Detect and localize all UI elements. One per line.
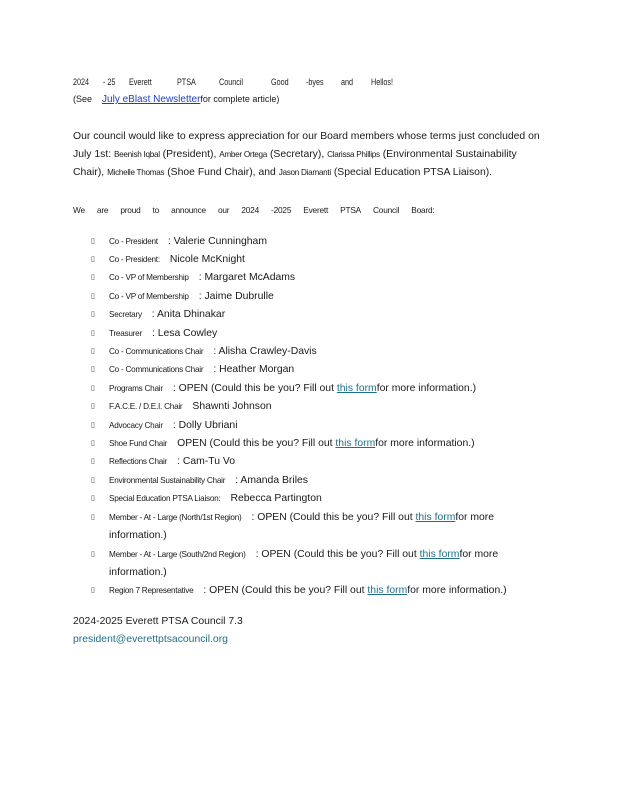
board-list-item xyxy=(73,325,549,343)
former-member-name: Jason Diamanti xyxy=(278,168,331,178)
bullet-icon: ▯ xyxy=(91,256,95,264)
appreciation-text: (Environmental Sustainability Chair), xyxy=(73,149,517,179)
board-role: Co - VP of Membership xyxy=(109,273,189,283)
board-note: for more information.) xyxy=(109,511,495,542)
board-role: Co - VP of Membership xyxy=(109,291,189,301)
board-role: Shoe Fund Chair xyxy=(109,439,168,449)
board-role: Member - At - Large (North/1st Region) xyxy=(109,512,242,522)
volunteer-form-link[interactable]: this form xyxy=(415,511,456,523)
board-list-item xyxy=(73,380,549,398)
board-role: Programs Chair xyxy=(109,383,163,393)
bullet-icon: ▯ xyxy=(91,476,95,484)
document-footer xyxy=(73,613,553,649)
board-role: Secretary xyxy=(109,310,142,320)
board-list xyxy=(73,233,553,601)
appreciation-paragraph xyxy=(73,128,543,183)
board-member: OPEN (Could this be you? Fill out xyxy=(177,438,333,450)
volunteer-form-link[interactable]: this form xyxy=(336,382,377,394)
bullet-icon: ▯ xyxy=(91,587,95,595)
bullet-icon: ▯ xyxy=(91,421,95,429)
bullet-icon: ▯ xyxy=(91,329,95,337)
board-member: : Cam-Tu Vo xyxy=(177,456,236,468)
bullet-icon: ▯ xyxy=(91,403,95,411)
announce-word: We xyxy=(73,204,85,215)
board-role: F.A.C.E. / D.E.I. Chair xyxy=(109,402,183,412)
board-member: : OPEN (Could this be you? Fill out xyxy=(203,585,365,597)
announce-word: announce xyxy=(171,204,206,215)
board-list-item xyxy=(73,472,549,490)
bullet-icon: ▯ xyxy=(91,274,95,282)
former-member-name: Amber Ortega xyxy=(219,150,268,160)
board-list-item xyxy=(73,361,549,379)
heading-word: Hellos! xyxy=(370,77,393,87)
board-list-item xyxy=(73,269,549,287)
bullet-icon: ▯ xyxy=(91,348,95,356)
newsletter-reference xyxy=(73,90,553,108)
board-role: Co - Communications Chair xyxy=(109,347,204,357)
heading-word: Good xyxy=(271,77,289,87)
board-role: Co - President xyxy=(109,236,158,246)
bullet-icon: ▯ xyxy=(91,311,95,319)
announce-word: Board: xyxy=(411,204,435,215)
board-list-item xyxy=(73,417,549,435)
bullet-icon: ▯ xyxy=(91,495,95,503)
volunteer-form-link[interactable]: this form xyxy=(335,438,376,450)
former-member-name: Beenish Iqbal xyxy=(114,150,160,160)
board-member: Nicole McKnight xyxy=(169,254,245,266)
bullet-icon: ▯ xyxy=(91,550,95,558)
announce-word: are xyxy=(96,204,109,215)
board-member: : Amanda Briles xyxy=(235,474,308,486)
board-list-item xyxy=(73,546,549,583)
board-member: : Jaime Dubrulle xyxy=(198,290,274,302)
board-list-item xyxy=(73,306,549,324)
board-note: for more information.) xyxy=(109,548,499,578)
appreciation-text: (Secretary), xyxy=(269,149,325,161)
board-member: Shawnti Johnson xyxy=(192,401,272,413)
board-role: Member - At - Large (South/2nd Region) xyxy=(109,549,246,559)
board-role: Advocacy Chair xyxy=(109,420,163,430)
board-note: for more information.) xyxy=(376,382,477,394)
board-role: Region 7 Representative xyxy=(109,586,194,596)
board-list-item xyxy=(73,251,549,269)
board-role: Treasurer xyxy=(109,328,142,338)
board-role: Co - Communications Chair xyxy=(109,365,204,375)
heading-word: - 25 xyxy=(103,77,116,87)
board-list-item xyxy=(73,288,549,306)
appreciation-text: (Special Education PTSA Liaison). xyxy=(333,167,493,179)
announce-word: -2025 xyxy=(271,204,292,215)
board-role: Environmental Sustainability Chair xyxy=(109,475,226,485)
heading-word: 2024 xyxy=(73,77,90,87)
appreciation-text: (President), xyxy=(162,149,217,161)
heading-word: and xyxy=(341,77,354,87)
board-list-item xyxy=(73,509,549,546)
board-note: for more information.) xyxy=(375,438,475,450)
board-member: Rebecca Partington xyxy=(230,493,322,505)
announce-word: Everett xyxy=(303,204,329,215)
page-heading xyxy=(73,72,553,90)
board-member: : OPEN (Could this be you? Fill out xyxy=(172,382,334,394)
board-member: : Dolly Ubriani xyxy=(172,419,238,431)
board-member: : Alisha Crawley-Davis xyxy=(213,346,317,358)
bullet-icon: ▯ xyxy=(91,237,95,245)
appreciation-text: Our council would like to express appreciation for our Board members whose terms just concluded on July 1st: xyxy=(73,131,540,161)
board-member: : Heather Morgan xyxy=(213,364,295,376)
board-role: Reflections Chair xyxy=(109,457,168,467)
board-list-item xyxy=(73,453,549,471)
subline-suffix: for complete article) xyxy=(200,94,280,104)
board-member: : Lesa Cowley xyxy=(151,327,218,339)
board-list-item xyxy=(73,398,549,416)
board-member: : OPEN (Could this be you? Fill out xyxy=(251,511,413,523)
board-member: : OPEN (Could this be you? Fill out xyxy=(255,548,417,560)
bullet-icon: ▯ xyxy=(91,440,95,448)
appreciation-text: (Shoe Fund Chair), and xyxy=(167,167,276,179)
volunteer-form-link[interactable]: this form xyxy=(367,585,408,597)
bullet-icon: ▯ xyxy=(91,458,95,466)
subline-prefix: (See xyxy=(73,94,93,104)
board-list-item xyxy=(73,582,549,600)
announce-word: 2024 xyxy=(241,204,260,215)
newsletter-link[interactable]: July eBlast Newsletter xyxy=(102,94,201,105)
footer-line: 2024-2025 Everett PTSA Council 7.3 xyxy=(73,615,243,627)
heading-word: Council xyxy=(218,77,243,87)
board-note: for more information.) xyxy=(407,585,507,597)
board-member: : Anita Dhinakar xyxy=(151,309,226,321)
board-list-item xyxy=(73,343,549,361)
board-role: Co - President: xyxy=(109,255,160,265)
bullet-icon: ▯ xyxy=(91,513,95,521)
announce-word: our xyxy=(217,204,230,215)
board-list-item xyxy=(73,233,549,251)
announce-word: to xyxy=(152,204,160,215)
heading-word: -byes xyxy=(305,77,324,87)
document-page xyxy=(73,72,553,649)
announce-word: proud xyxy=(120,204,141,215)
board-member: : Valerie Cunningham xyxy=(167,235,267,247)
former-member-name: Clarissa Phillips xyxy=(327,150,380,160)
board-list-item xyxy=(73,435,549,453)
board-role: Special Education PTSA Liaison: xyxy=(109,494,221,504)
board-list-item xyxy=(73,490,549,508)
heading-word: Everett xyxy=(128,77,152,87)
heading-word: PTSA xyxy=(177,77,197,87)
announce-word: Council xyxy=(373,204,400,215)
bullet-icon: ▯ xyxy=(91,366,95,374)
bullet-icon: ▯ xyxy=(91,292,95,300)
volunteer-form-link[interactable]: this form xyxy=(419,548,460,560)
board-announcement xyxy=(73,201,553,219)
former-member-name: Michelle Thomas xyxy=(107,168,165,178)
announce-word: PTSA xyxy=(340,204,362,215)
contact-email[interactable]: president@everettptsacouncil.org xyxy=(73,633,228,645)
bullet-icon: ▯ xyxy=(91,384,95,392)
board-member: : Margaret McAdams xyxy=(198,272,296,284)
